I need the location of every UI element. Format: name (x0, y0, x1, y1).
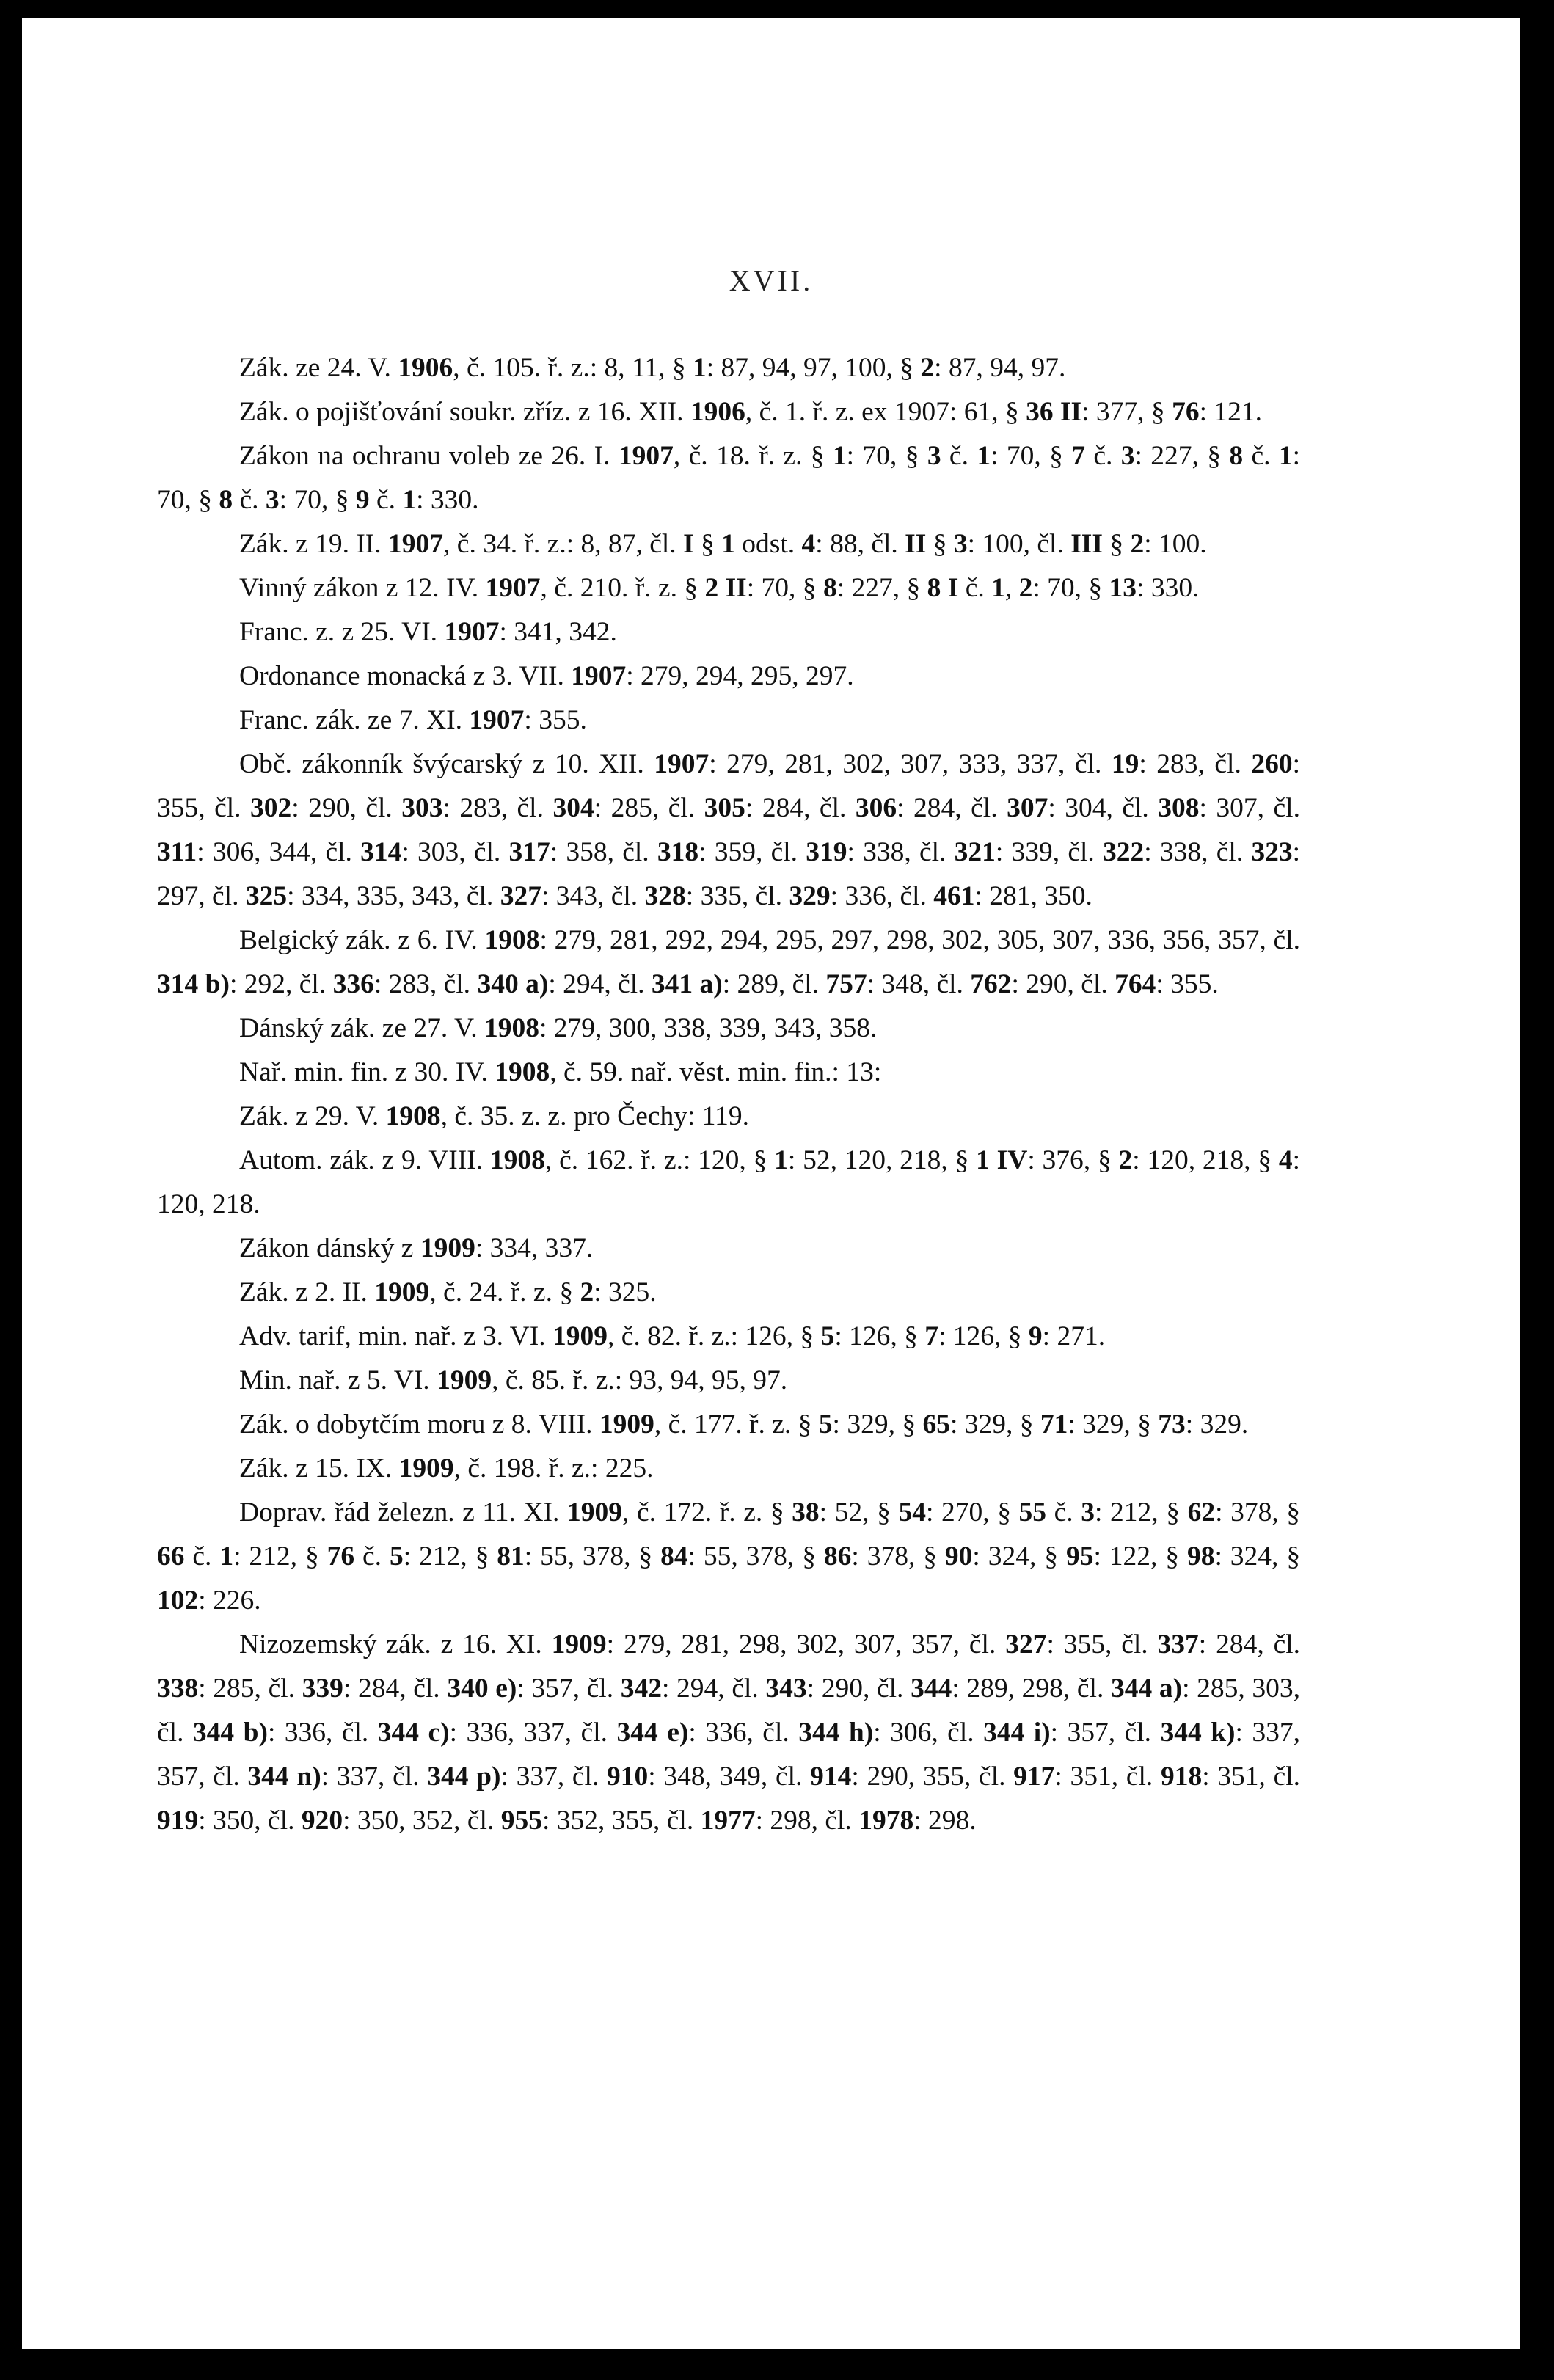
index-entry: Nař. min. fin. z 30. IV. 1908, č. 59. nař. věst. min. fin.: 13: (239, 1057, 882, 1087)
index-entry: Belgický zák. z 6. IV. 1908: 279, 281, 292, 294, 295, 297, 298, 302, 305, 307, 336, 356, 357, čl. 314 b): 292, čl. 336: 283, čl. 340 a): 294, čl. 341 a): 289, čl. 757: 348, čl. 762: 290, čl. 764: 355. (157, 925, 1300, 999)
index-entry: Franc. zák. ze 7. XI. 1907: 355. (239, 705, 587, 735)
index-entry: Autom. zák. z 9. VIII. 1908, č. 162. ř. z.: 120, § 1: 52, 120, 218, § 1 IV: 376, § 2: 120, 218, § 4: 120, 218. (157, 1145, 1301, 1219)
document-page (22, 18, 1520, 2349)
page-number: XVII. (729, 264, 814, 297)
index-entry: Zák. z 19. II. 1907, č. 34. ř. z.: 8, 87, čl. I § 1 odst. 4: 88, čl. II § 3: 100, čl. III § 2: 100. (239, 529, 1207, 559)
index-entry: Zák. o dobytčím moru z 8. VIII. 1909, č. 177. ř. z. § 5: 329, § 65: 329, § 71: 329, § 73: 329. (239, 1409, 1249, 1439)
index-entry: Zák. o pojišťování soukr. zříz. z 16. XII. 1906, č. 1. ř. z. ex 1907: 61, § 36 II: 377, § 76: 121. (239, 397, 1262, 427)
index-entry: Zák. z 2. II. 1909, č. 24. ř. z. § 2: 325. (239, 1277, 657, 1307)
index-entry: Obč. zákonník švýcarský z 10. XII. 1907: 279, 281, 302, 307, 333, 337, čl. 19: 283, čl. 260: 355, čl. 302: 290, čl. 303: 283, čl. 304: 285, čl. 305: 284, čl. 306: 284, čl. 307: 304, čl. 308: 307, čl. 311: 306, 344, čl. 314: 303, čl. 317: 358, čl. 318: 359, čl. 319: 338, čl. 321: 339, čl. 322: 338, čl. 323: 297, čl. 325: 334, 335, 343, čl. 327: 343, čl. 328: 335, čl. 329: 336, čl. 461: 281, 350. (157, 749, 1301, 911)
index-entry: Zák. ze 24. V. 1906, č. 105. ř. z.: 8, 11, § 1: 87, 94, 97, 100, § 2: 87, 94, 97. (239, 353, 1066, 383)
index-entry: Vinný zákon z 12. IV. 1907, č. 210. ř. z. § 2 II: 70, § 8: 227, § 8 I č. 1, 2: 70, § 13: 330. (239, 573, 1200, 603)
index-entry: Min. nař. z 5. VI. 1909, č. 85. ř. z.: 93, 94, 95, 97. (239, 1365, 788, 1395)
index-entry: Ordonance monacká z 3. VII. 1907: 279, 294, 295, 297. (239, 661, 854, 691)
index-entry: Zák. z 29. V. 1908, č. 35. z. z. pro Čechy: 119. (239, 1101, 750, 1131)
index-entry: Dánský zák. ze 27. V. 1908: 279, 300, 338, 339, 343, 358. (239, 1013, 878, 1043)
index-entry: Franc. z. z 25. VI. 1907: 341, 342. (239, 617, 617, 647)
index-entry: Adv. tarif, min. nař. z 3. VI. 1909, č. 82. ř. z.: 126, § 5: 126, § 7: 126, § 9: 271. (239, 1321, 1106, 1351)
index-entry: Doprav. řád železn. z 11. XI. 1909, č. 172. ř. z. § 38: 52, § 54: 270, § 55 č. 3: 212, § 62: 378, § 66 č. 1: 212, § 76 č. 5: 212, § 81: 55, 378, § 84: 55, 378, § 86: 378, § 90: 324, § 95: 122, § 98: 324, § 102: 226. (157, 1497, 1301, 1616)
index-entry: Zákon na ochranu voleb ze 26. I. 1907, č. 18. ř. z. § 1: 70, § 3 č. 1: 70, § 7 č. 3: 227, § 8 č. 1: 70, § 8 č. 3: 70, § 9 č. 1: 330. (157, 441, 1301, 515)
index-entry: Zákon dánský z 1909: 334, 337. (239, 1233, 594, 1263)
index-entry: Zák. z 15. IX. 1909, č. 198. ř. z.: 225. (239, 1453, 654, 1483)
index-entry: Nizozemský zák. z 16. XI. 1909: 279, 281, 298, 302, 307, 357, čl. 327: 355, čl. 337: 284, čl. 338: 285, čl. 339: 284, čl. 340 e): 357, čl. 342: 294, čl. 343: 290, čl. 344: 289, 298, čl. 344 a): 285, 303, čl. 344 b): 336, čl. 344 c): 336, 337, čl. 344 e): 336, čl. 344 h): 306, čl. 344 i): 357, čl. 344 k): 337, 357, čl. 344 n): 337, čl. 344 p): 337, čl. 910: 348, 349, čl. 914: 290, 355, čl. 917: 351, čl. 918: 351, čl. 919: 350, čl. 920: 350, 352, čl. 955: 352, 355, čl. 1977: 298, čl. 1978: 298. (157, 1629, 1301, 1836)
law-index-list (157, 346, 1300, 1843)
